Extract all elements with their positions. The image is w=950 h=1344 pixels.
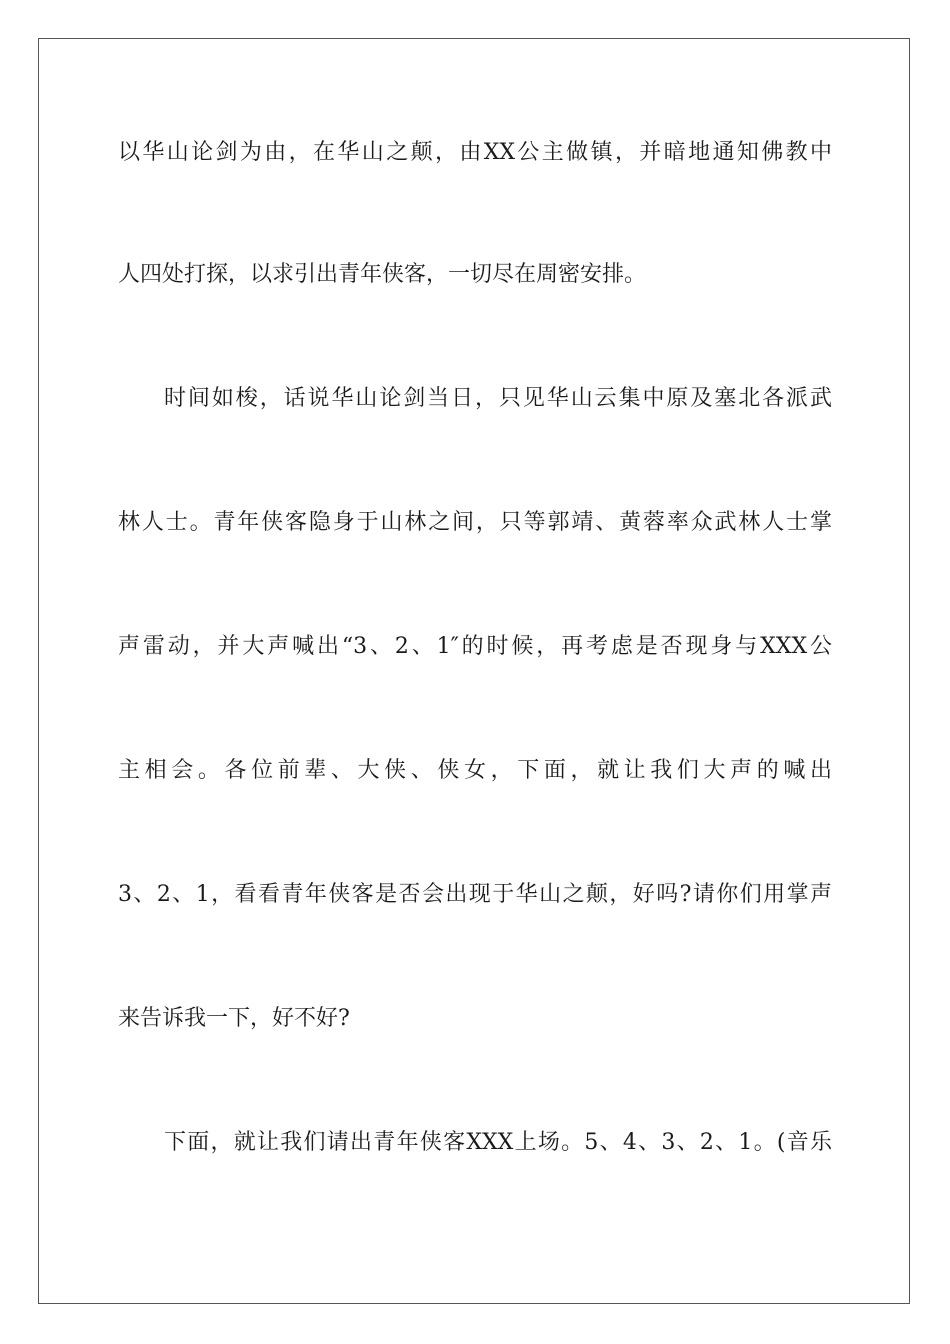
text-line: 主相会。各位前辈、大侠、侠女，下面，就让我们大声的喊出 [118,758,832,783]
paragraph-start-line: 下面，就让我们请出青年侠客XXX上场。5、4、3、2、1。(音乐 [164,1130,832,1155]
text-line: 3、2、1，看看青年侠客是否会出现于华山之颠，好吗?请你们用掌声 [118,882,832,907]
paragraph-start-line: 时间如梭，话说华山论剑当日，只见华山云集中原及塞北各派武 [164,386,832,411]
text-line: 以华山论剑为由，在华山之颠，由XX公主做镇，并暗地通知佛教中 [118,140,832,165]
text-line: 声雷动，并大声喊出“3、2、1″的时候，再考虑是否现身与XXX公 [118,634,832,659]
page-frame [38,38,910,1304]
text-line: 人四处打探，以求引出青年侠客，一切尽在周密安排。 [118,262,647,287]
text-line: 林人士。青年侠客隐身于山林之间，只等郭靖、黄蓉率众武林人士掌 [118,510,832,535]
text-line: 来告诉我一下，好不好? [118,1006,350,1031]
